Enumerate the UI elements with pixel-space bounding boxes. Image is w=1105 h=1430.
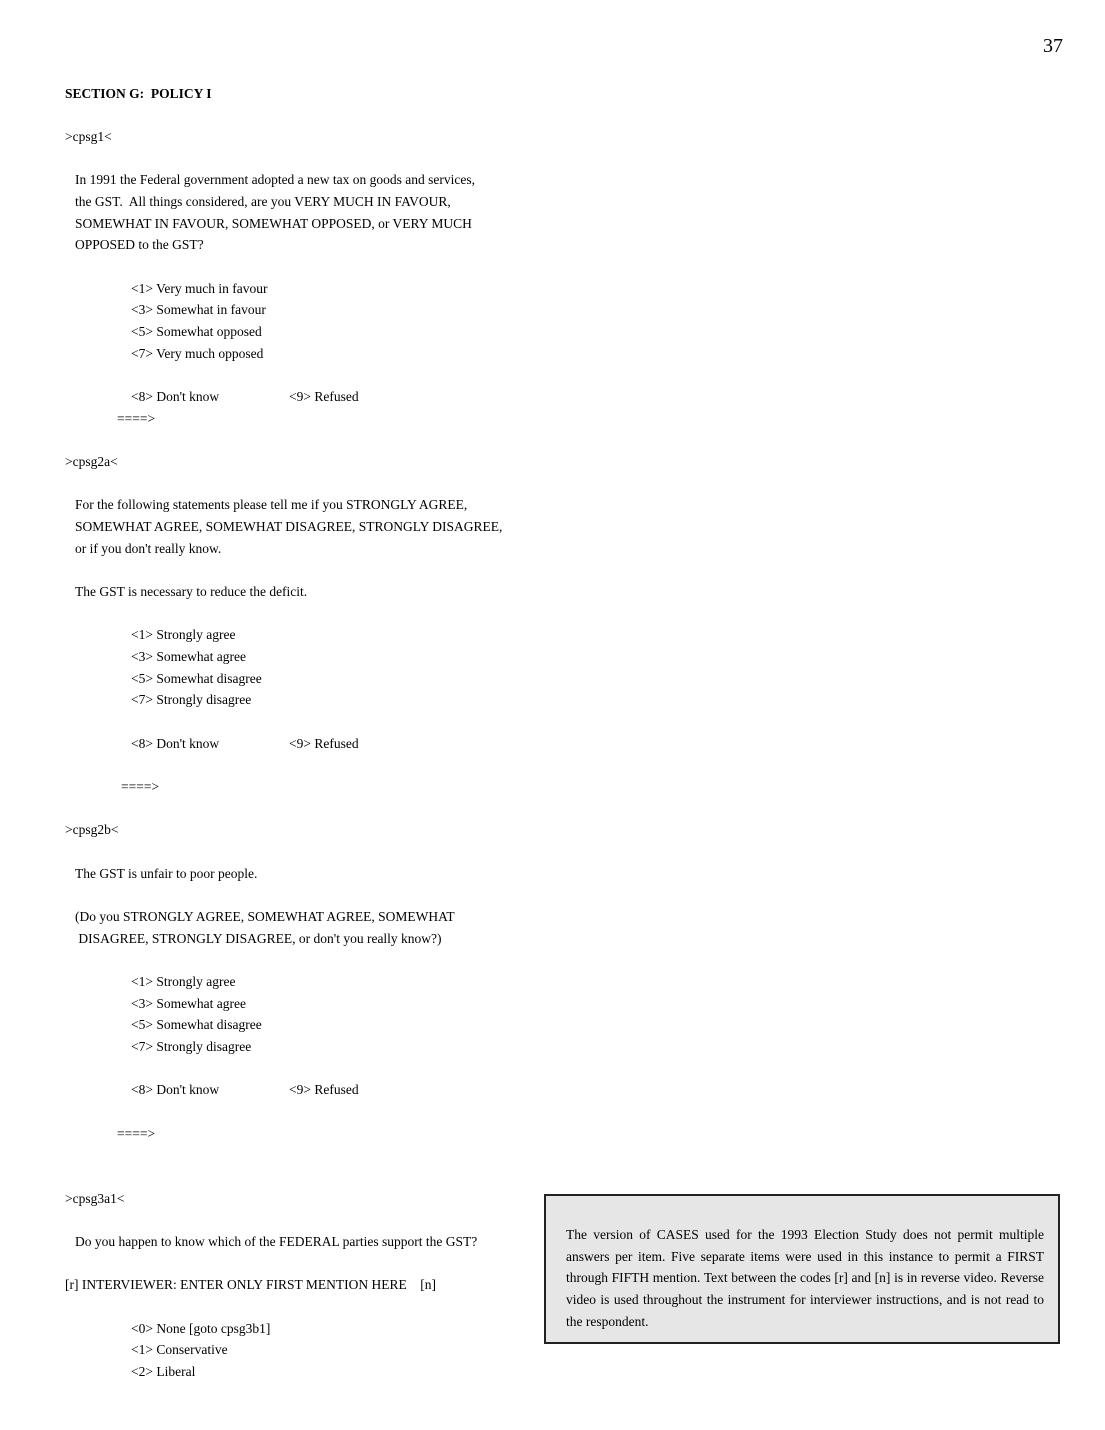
question-code-cpsg2a: >cpsg2a< bbox=[65, 454, 118, 469]
question-code-cpsg1: >cpsg1< bbox=[65, 129, 112, 144]
question-text-line: (Do you STRONGLY AGREE, SOMEWHAT AGREE, SOMEWHAT bbox=[75, 909, 455, 924]
question-text-line: DISAGREE, STRONGLY DISAGREE, or don't you really know?) bbox=[75, 931, 442, 946]
section-heading: SECTION G: POLICY I bbox=[65, 86, 212, 101]
entry-arrow: ====> bbox=[117, 411, 156, 426]
answer-option-refused: <9> Refused bbox=[289, 389, 359, 404]
question-text-line: SOMEWHAT AGREE, SOMEWHAT DISAGREE, STRONGLY DISAGREE, bbox=[75, 519, 503, 534]
question-text-line: In 1991 the Federal government adopted a new tax on goods and services, bbox=[75, 172, 476, 187]
question-text: Do you happen to know which of the FEDERAL parties support the GST? bbox=[75, 1234, 478, 1249]
answer-option: <1> Very much in favour bbox=[131, 281, 268, 296]
answer-option: <1> Strongly agree bbox=[131, 627, 236, 642]
answer-option: <7> Strongly disagree bbox=[131, 1039, 252, 1054]
answer-option-refused: <9> Refused bbox=[289, 736, 359, 751]
question-text-line: For the following statements please tell me if you STRONGLY AGREE, bbox=[75, 497, 468, 512]
answer-option: <7> Very much opposed bbox=[131, 346, 264, 361]
answer-option: <3> Somewhat in favour bbox=[131, 302, 266, 317]
answer-option: <2> Liberal bbox=[131, 1364, 196, 1379]
answer-option: <1> Strongly agree bbox=[131, 974, 236, 989]
answer-option: <5> Somewhat opposed bbox=[131, 324, 262, 339]
question-statement: The GST is necessary to reduce the deficit. bbox=[75, 584, 308, 599]
page-number: 37 bbox=[1043, 35, 1063, 57]
answer-option: <1> Conservative bbox=[131, 1342, 228, 1357]
answer-option: <5> Somewhat disagree bbox=[131, 1017, 262, 1032]
question-statement: The GST is unfair to poor people. bbox=[75, 866, 258, 881]
answer-option-dont-know: <8> Don't know bbox=[131, 389, 220, 404]
answer-option-refused: <9> Refused bbox=[289, 1082, 359, 1097]
question-code-cpsg3a1: >cpsg3a1< bbox=[65, 1191, 125, 1206]
question-text-line: SOMEWHAT IN FAVOUR, SOMEWHAT OPPOSED, or VERY MUCH bbox=[75, 216, 472, 231]
answer-option: <3> Somewhat agree bbox=[131, 649, 246, 664]
entry-arrow: ====> bbox=[121, 779, 160, 794]
answer-option-dont-know: <8> Don't know bbox=[131, 736, 220, 751]
note-box bbox=[544, 1194, 1060, 1344]
answer-option: <5> Somewhat disagree bbox=[131, 671, 262, 686]
answer-option: <0> None [goto cpsg3b1] bbox=[131, 1321, 271, 1336]
note-text: The version of CASES used for the 1993 Election Study does not permit multiple answers per item. Five separate items were used in this instance to permit a FIRST through FIFTH mention. Text between the codes [r] and [n] is in reverse video. Reverse video is used throughout the instrument for interviewer instructions, and is not read to the respondent. bbox=[566, 1227, 1044, 1329]
answer-option: <3> Somewhat agree bbox=[131, 996, 246, 1011]
interviewer-instruction: [r] INTERVIEWER: ENTER ONLY FIRST MENTION HERE [n] bbox=[65, 1277, 437, 1292]
question-text-line: the GST. All things considered, are you VERY MUCH IN FAVOUR, bbox=[75, 194, 451, 209]
question-text-line: or if you don't really know. bbox=[75, 541, 222, 556]
question-code-cpsg2b: >cpsg2b< bbox=[65, 822, 119, 837]
answer-option: <7> Strongly disagree bbox=[131, 692, 252, 707]
entry-arrow: ====> bbox=[117, 1126, 156, 1141]
answer-option-dont-know: <8> Don't know bbox=[131, 1082, 220, 1097]
question-text-line: OPPOSED to the GST? bbox=[75, 237, 204, 252]
